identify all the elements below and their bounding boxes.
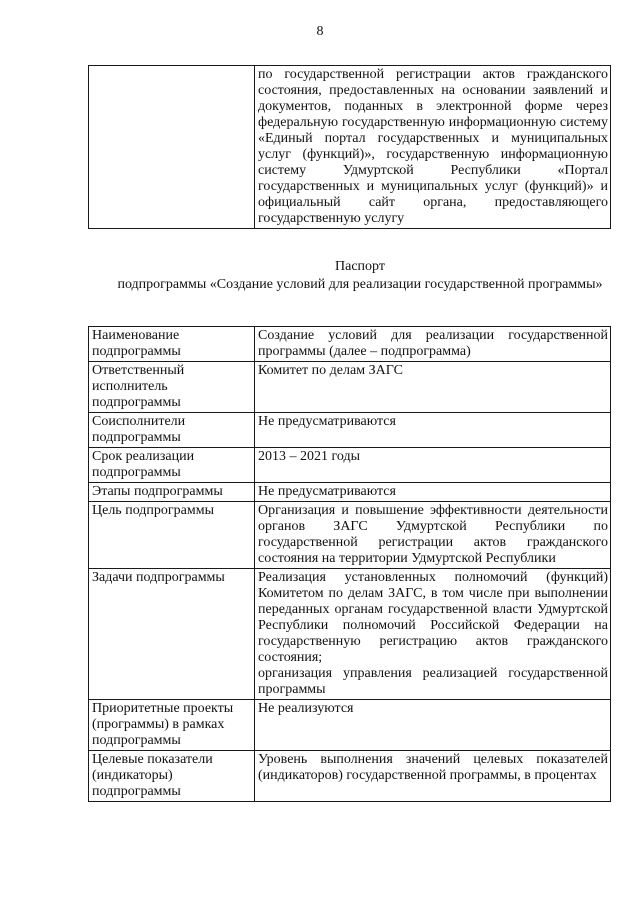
table-row	[89, 413, 611, 448]
row-value: Комитет по делам ЗАГС	[255, 362, 611, 413]
task-paragraph-1: Реализация установленных полномочий (функций) Комитетом по делам ЗАГС, в том числе при выполнении переданных органам государственной власти Удмуртской Республики полномочий Российской Федерации на государственную регистрацию актов гражданского состояния;	[258, 570, 608, 665]
row-value: Создание условий для реализации государственной программы (далее – подпрограмма)	[255, 327, 611, 362]
row-value: Не реализуются	[255, 700, 611, 751]
row-label: Соисполнители подпрограммы	[89, 413, 255, 448]
table-row	[89, 327, 611, 362]
row-value: Уровень выполнения значений целевых показателей (индикаторов) государственной программы, в процентах	[255, 751, 611, 802]
continuation-table	[88, 65, 611, 229]
task-paragraph-2: организация управления реализацией государственной программы	[258, 666, 608, 697]
row-label: Приоритетные проекты (программы) в рамках подпрограммы	[89, 700, 255, 751]
row-label: Цель подпрограммы	[89, 502, 255, 569]
table-row	[89, 502, 611, 569]
label-cell	[89, 66, 255, 229]
row-label: Этапы подпрограммы	[89, 483, 255, 502]
table-row	[89, 66, 611, 229]
row-value: Не предусматриваются	[255, 483, 611, 502]
row-value	[255, 569, 611, 700]
row-value: 2013 – 2021 годы	[255, 448, 611, 483]
row-label: Задачи подпрограммы	[89, 569, 255, 700]
row-value: Организация и повышение эффективности деятельности органов ЗАГС Удмуртской Республики по государственной регистрации актов гражданского состояния на территории Удмуртской Республики	[255, 502, 611, 569]
row-label: Целевые показатели (индикаторы) подпрограммы	[89, 751, 255, 802]
table-row	[89, 483, 611, 502]
heading-title: Паспорт	[335, 259, 385, 274]
table-row	[89, 700, 611, 751]
row-value: Не предусматриваются	[255, 413, 611, 448]
row-label: Наименование подпрограммы	[89, 327, 255, 362]
table-row	[89, 751, 611, 802]
page-number: 8	[316, 24, 324, 39]
passport-heading	[100, 258, 620, 294]
row-label: Срок реализации подпрограммы	[89, 448, 255, 483]
table-row	[89, 362, 611, 413]
heading-subtitle: подпрограммы «Создание условий для реализации государственной программы»	[117, 277, 603, 292]
passport-table	[88, 326, 611, 802]
value-cell: по государственной регистрации актов гражданского состояния, предоставленных на основании заявлений и документов, поданных в электронной форме через федеральную государственную информационную систему «Единый портал государственных и муниципальных услуг (функций)», государственную информационную систему Удмуртской Республики «Портал государственных и муниципальных услуг (функций)» и официальный сайт органа, предоставляющего государственную услугу	[255, 66, 611, 229]
row-label: Ответственный исполнитель подпрограммы	[89, 362, 255, 413]
table-row	[89, 448, 611, 483]
table-row	[89, 569, 611, 700]
